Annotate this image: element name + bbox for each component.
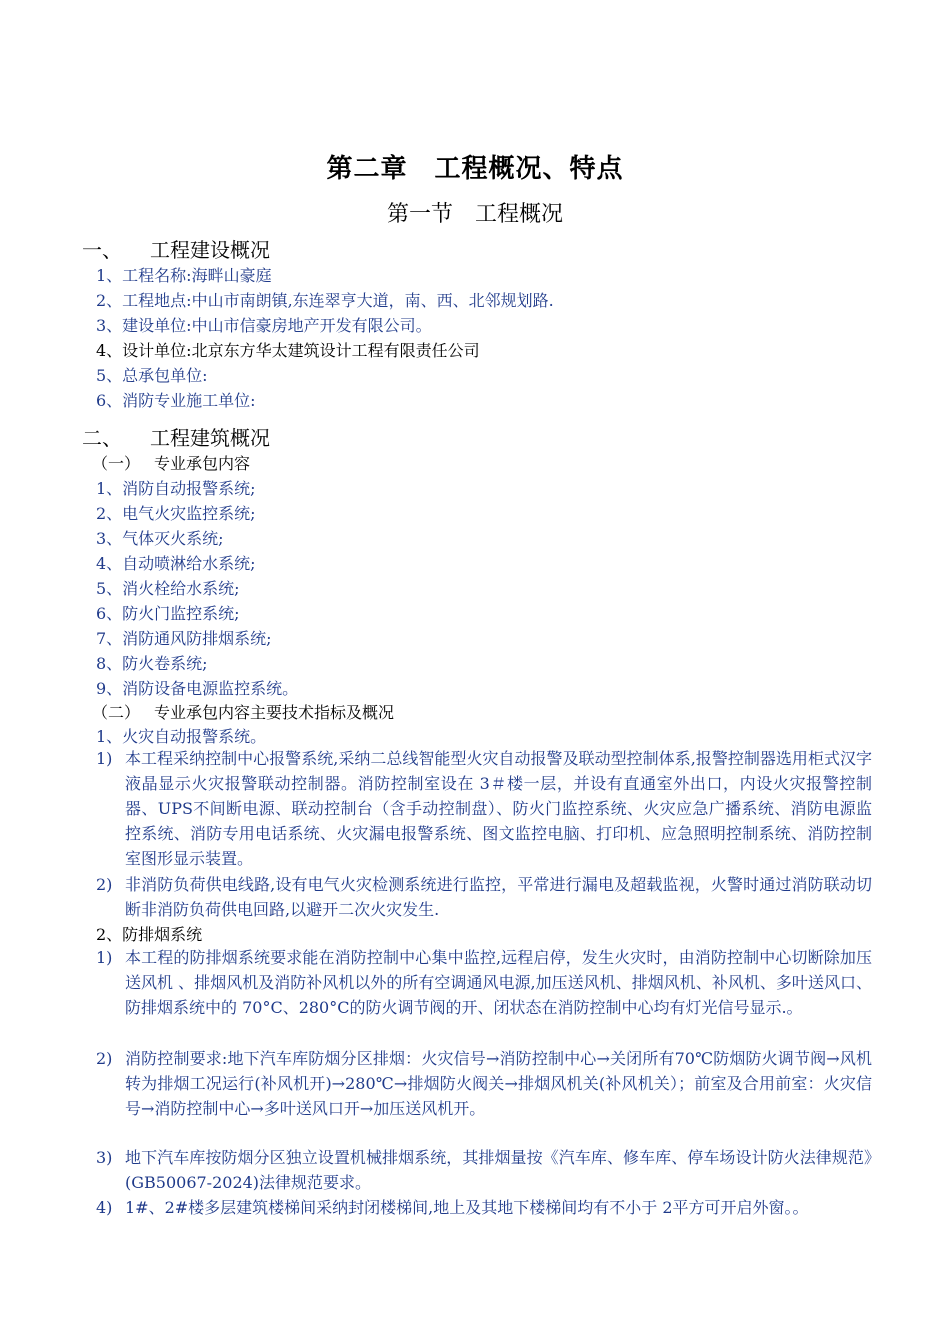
fire-alarm-heading: 1、火灾自动报警系统。 [96, 727, 267, 746]
para-text: 地下汽车库按防烟分区独立设置机械排烟系统，其排烟量按《汽车库、修车库、停车场设计防火法律规范》(GB50067-2024)法律规范要求。 [125, 1148, 872, 1192]
scope-item: 9、消防设备电源监控系统。 [96, 679, 299, 698]
scope-item: 1、消防自动报警系统; [96, 479, 256, 498]
chapter-title: 第二章 工程概况、特点 [326, 154, 624, 184]
smoke-para-1 [96, 945, 872, 1020]
sub1-number: （一） [92, 454, 141, 473]
part1-title: 工程建设概况 [150, 238, 270, 262]
scope-item: 4、自动喷淋给水系统; [96, 554, 256, 573]
sub1-title: 专业承包内容 [154, 454, 251, 473]
part2-title: 工程建筑概况 [150, 426, 270, 450]
construction-unit-line: 3、建设单位:中山市信豪房地产开发有限公司。 [96, 316, 432, 335]
smoke-para-2 [96, 1046, 872, 1121]
smoke-para-3 [96, 1145, 872, 1195]
para-text: 本工程的防排烟系统要求能在消防控制中心集中监控,远程启停，发生火灾时，由消防控制中心切断除加压送风机 、排烟风机及消防补风机以外的所有空调通风电源,加压送风机、排烟风机、补风机、多叶送风口、防排烟系统中的 70°C、280°C的防火调节阀的开、闭状态在消防控制中心均有灯光信号显示.。 [125, 948, 872, 1017]
fire-contractor-line: 6、消防专业施工单位: [96, 391, 256, 410]
project-location-line: 2、工程地点:中山市南朗镇,东连翠亨大道，南、西、北邻规划路. [96, 291, 554, 310]
para-number: 4) [96, 1198, 113, 1217]
part1-heading [82, 234, 270, 263]
sub1-heading [92, 451, 250, 474]
para-number: 1) [96, 749, 113, 768]
part1-number: 一、 [82, 238, 122, 262]
project-name-line: 1、工程名称:海畔山豪庭 [96, 266, 272, 285]
scope-item: 2、电气火灾监控系统; [96, 504, 256, 523]
scope-item: 8、防火卷系统; [96, 654, 208, 673]
part2-number: 二、 [82, 426, 122, 450]
smoke-para-4 [96, 1195, 872, 1220]
design-unit-line: 4、设计单位:北京东方华太建筑设计工程有限责任公司 [96, 341, 480, 360]
section-title: 第一节 工程概况 [386, 202, 563, 227]
para-text: 非消防负荷供电线路,设有电气火灾检测系统进行监控，平常进行漏电及超载监视，火警时通过消防联动切断非消防负荷供电回路,以避开二次火灾发生. [125, 875, 872, 919]
para-number: 3) [96, 1148, 113, 1167]
sub2-heading [92, 700, 394, 723]
fire-alarm-para-1 [96, 746, 872, 871]
scope-item: 7、消防通风防排烟系统; [96, 629, 272, 648]
sub2-title: 专业承包内容主要技术指标及概况 [154, 703, 395, 722]
para-text: 本工程采纳控制中心报警系统,采纳二总线智能型火灾自动报警及联动型控制体系,报警控制器选用柜式汉字液晶显示火灾报警联动控制器。消防控制室设在 3＃楼一层，并设有直通室外出口，内设火灾报警控制器、UPS不间断电源、联动控制台（含手动控制盘）、防火门监控系统、火灾应急广播系统、消防电源监控系统、消防专用电话系统、火灾漏电报警系统、图文监控电脑、打印机、应急照明控制系统、消防控制室图形显示装置。 [125, 749, 872, 868]
part2-heading [82, 422, 270, 451]
fire-alarm-para-2 [96, 872, 872, 922]
sub2-number: （二） [92, 703, 141, 722]
general-contractor-line: 5、总承包单位: [96, 366, 208, 385]
para-text: 1#、2#楼多层建筑楼梯间采纳封闭楼梯间,地上及其地下楼梯间均有不小于 2平方可开启外窗。。 [125, 1198, 809, 1217]
smoke-heading: 2、防排烟系统 [96, 925, 203, 944]
para-text: 消防控制要求:地下汽车库防烟分区排烟：火灾信号→消防控制中心→关闭所有70℃防烟防火调节阀→风机转为排烟工况运行(补风机开)→280℃→排烟防火阀关→排烟风机关(补风机关）；前室及合用前室：火灾信号→消防控制中心→多叶送风口开→加压送风机开。 [125, 1049, 872, 1118]
scope-item: 5、消火栓给水系统; [96, 579, 240, 598]
para-number: 2) [96, 875, 113, 894]
para-number: 1) [96, 948, 113, 967]
para-number: 2) [96, 1049, 113, 1068]
scope-item: 6、防火门监控系统; [96, 604, 240, 623]
scope-item: 3、气体灭火系统; [96, 529, 224, 548]
